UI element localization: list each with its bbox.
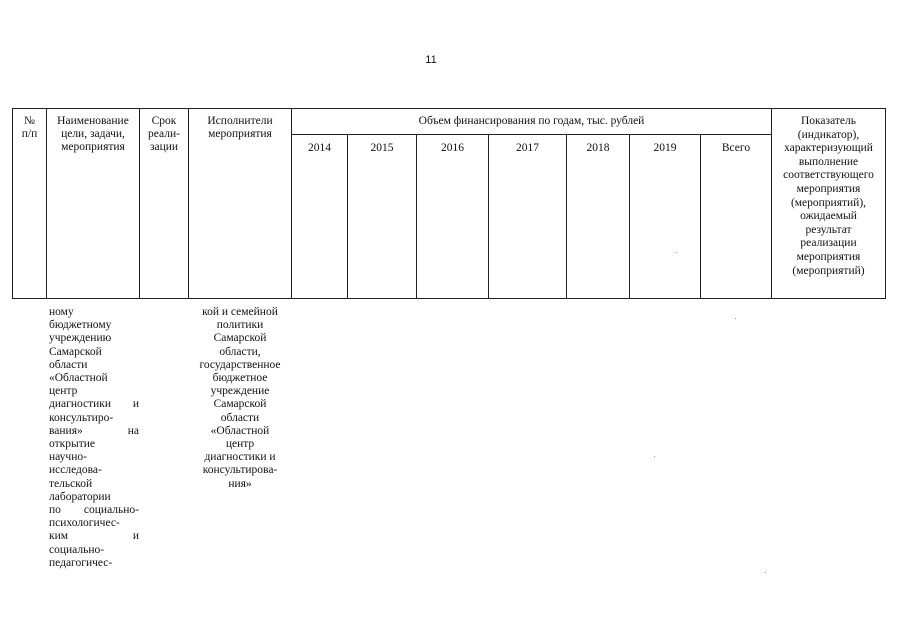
header-year: 2017 xyxy=(516,142,539,154)
row-name-word: социально- xyxy=(49,543,105,556)
header-term-line: зации xyxy=(149,141,179,153)
header-executors-line: мероприятия xyxy=(208,128,272,140)
scan-speck xyxy=(654,456,655,457)
header-term xyxy=(140,115,188,154)
header-name-line: цели, задачи, xyxy=(61,128,125,140)
row-name-line xyxy=(49,332,139,345)
row-name-word: вания» xyxy=(49,424,83,437)
col-border xyxy=(885,108,886,299)
row-name-line xyxy=(49,359,139,372)
row-name-line xyxy=(49,517,139,530)
header-year: 2019 xyxy=(653,142,677,154)
row-name-line xyxy=(49,385,139,398)
row-name-line xyxy=(49,438,139,451)
row-name-line xyxy=(49,372,139,385)
col-border xyxy=(291,108,292,299)
row-name-word: ному xyxy=(49,306,74,318)
row-name-word: социально- xyxy=(83,504,139,517)
header-indicator-line: (мероприятий), xyxy=(790,196,867,209)
row-executors-line: ния» xyxy=(228,477,252,490)
row-executors-line: консультирова- xyxy=(202,464,278,477)
row-name-line xyxy=(49,346,139,359)
row-name-word: Самарской xyxy=(49,345,102,358)
row-name-word: открытие xyxy=(49,438,95,451)
row-name-word: педагогичес- xyxy=(49,556,113,569)
table-top-border xyxy=(12,108,886,109)
header-year: 2014 xyxy=(308,142,331,154)
header-executors xyxy=(189,115,291,141)
row-name-line xyxy=(49,504,139,517)
header-indicator-line: выполнение xyxy=(798,155,859,168)
header-indicator-line: (мероприятий) xyxy=(792,264,865,277)
row-name-word: и xyxy=(132,530,139,543)
row-name-line xyxy=(49,319,139,332)
header-indicator xyxy=(772,115,885,278)
years-separator-line xyxy=(291,134,771,135)
header-executors-line: Исполнители xyxy=(207,115,273,127)
row-name-word: бюджетному xyxy=(49,319,112,332)
row-executors-line: кой и семейной xyxy=(202,306,278,318)
header-indicator-line: (индикатор), xyxy=(797,128,860,141)
row-name-word: по xyxy=(49,504,61,517)
row-name-line xyxy=(49,306,139,319)
row-name-line xyxy=(49,398,139,411)
header-term-line: Срок xyxy=(151,115,177,127)
row-executors-line: Самарской xyxy=(213,332,267,345)
page-number: 11 xyxy=(425,54,437,66)
header-indicator-line: реализации xyxy=(800,237,857,250)
col-border xyxy=(700,134,701,299)
header-indicator-line: Показатель xyxy=(800,115,857,127)
table-header-bottom-border xyxy=(12,298,886,299)
row-name-word: тельской xyxy=(49,477,93,490)
header-indicator-line: ожидаемый xyxy=(800,210,857,223)
row-executors-line: диагностики и xyxy=(204,451,276,464)
row-name-line xyxy=(49,491,139,504)
row-name-word: и xyxy=(132,398,139,411)
row-name-line xyxy=(49,451,139,464)
row-name-word: на xyxy=(127,424,139,437)
header-indicator-line: мероприятия xyxy=(796,250,861,263)
row-name-word: лаборатории xyxy=(49,490,111,503)
row-executors-line: государственное xyxy=(199,358,281,371)
row-name-line xyxy=(49,464,139,477)
header-total: Всего xyxy=(721,142,751,154)
col-border xyxy=(629,134,630,299)
header-name-line: Наименование xyxy=(57,115,129,127)
row-name-cell xyxy=(49,306,139,570)
row-name-word: психологичес- xyxy=(49,517,120,530)
row-executors-cell xyxy=(190,306,290,491)
row-executors-line: «Областной xyxy=(210,424,270,437)
header-indicator-line: мероприятия xyxy=(796,182,861,195)
row-executors-line: политики xyxy=(216,319,264,332)
header-term-line: реали- xyxy=(148,128,180,140)
header-indicator-line: соответствующего xyxy=(783,169,874,182)
row-name-word: диагностики xyxy=(49,398,112,411)
row-executors-line: учреждение xyxy=(210,385,270,398)
header-num-line: п/п xyxy=(21,128,38,140)
row-name-word: центр xyxy=(49,385,78,398)
row-name-word: «Областной xyxy=(49,372,108,385)
scan-speck xyxy=(765,572,766,573)
header-indicator-line: характеризующий xyxy=(784,142,873,155)
header-indicator-line: результат xyxy=(805,223,852,236)
row-name-line xyxy=(49,412,139,425)
row-name-word: научно- xyxy=(49,451,87,464)
header-year: 2018 xyxy=(586,142,610,154)
header-year: 2015 xyxy=(370,142,394,154)
row-executors-line: центр xyxy=(225,438,255,451)
row-executors-line: бюджетное xyxy=(212,372,268,385)
col-border xyxy=(347,134,348,299)
row-name-line xyxy=(49,478,139,491)
row-name-word: ким xyxy=(49,530,69,543)
row-name-line xyxy=(49,530,139,543)
row-name-word: учреждению xyxy=(49,332,112,345)
row-name-line xyxy=(49,544,139,557)
row-name-line xyxy=(49,557,139,570)
scan-speck xyxy=(735,318,736,319)
col-border xyxy=(416,134,417,299)
row-executors-line: Самарской xyxy=(213,398,267,411)
row-name-line xyxy=(49,425,139,438)
row-name-word: исследова- xyxy=(49,464,102,477)
row-name-word: консультиро- xyxy=(49,411,114,424)
header-name-line: мероприятия xyxy=(61,141,125,153)
header-num-line: № xyxy=(24,115,35,127)
row-executors-line: области xyxy=(220,411,260,424)
scan-speck xyxy=(676,252,677,253)
header-financing: Объем финансирования по годам, тыс. рублей xyxy=(418,115,645,127)
col-border xyxy=(566,134,567,299)
header-year: 2016 xyxy=(441,142,464,154)
header-name xyxy=(47,115,139,154)
row-executors-line: области, xyxy=(219,345,261,358)
header-num xyxy=(13,115,46,141)
row-name-word: области xyxy=(49,358,88,371)
col-border xyxy=(488,134,489,299)
